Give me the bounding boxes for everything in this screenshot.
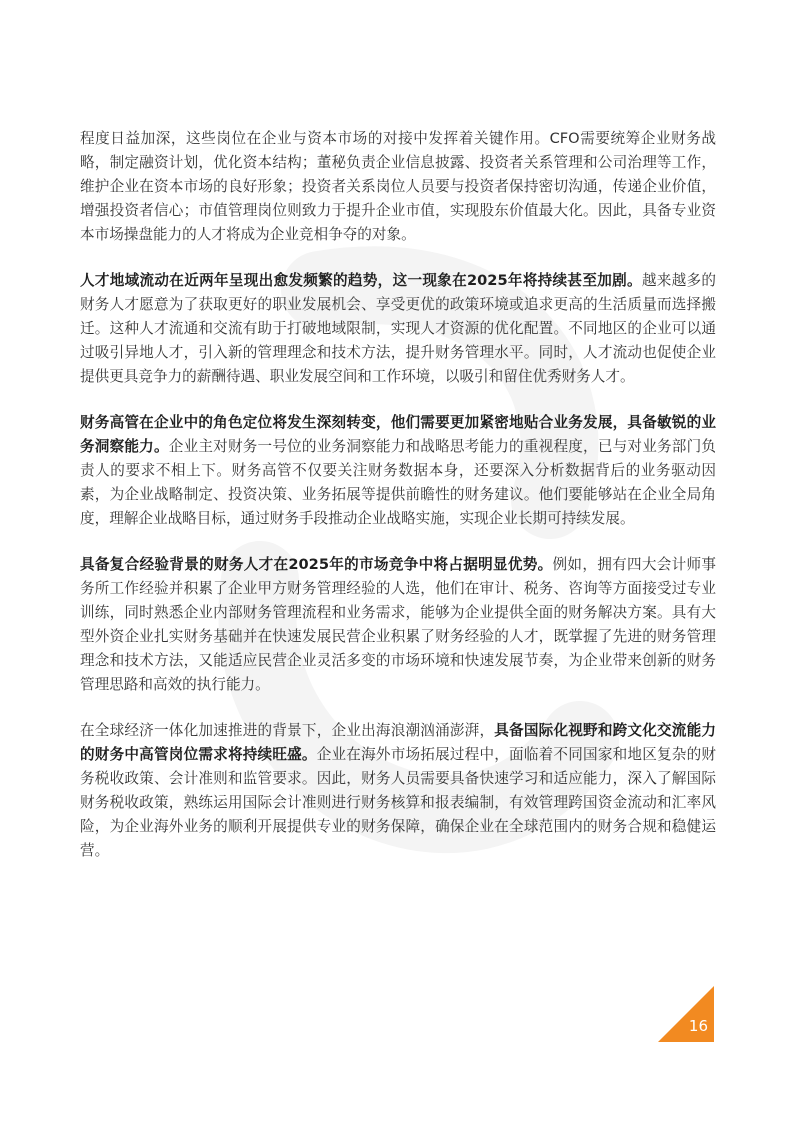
paragraph-text-lead: 在全球经济一体化加速推进的背景下，企业出海浪潮汹涌澎湃， xyxy=(80,722,495,739)
paragraph-text: 企业主对财务一号位的业务洞察能力和战略思考能力的重视程度，已与对业务部门负责人的要求不相上下。财务高管不仅要关注财务数据本身，还要深入分析数据背后的业务驱动因素，为企业战略制定、投资决策、业务拓展等提供前瞻性的财务建议。他们要能够站在企业全局角度，理解企业战略目标，通过财务手段推动企业战略实施，实现企业长期可持续发展。 xyxy=(80,438,716,527)
paragraph-highlight: 财务高管在企业中的角色定位将发生深刻转变，他们需要更加紧密地贴合业务发展，具备敏锐的业务洞察能力。 xyxy=(80,414,716,455)
paragraph-text: 越来越多的财务人才愿意为了获取更好的职业发展机会、享受更优的政策环境或追求更高的生活质量而选择搬迁。这种人才流通和交流有助于打破地域限制，实现人才资源的优化配置。不同地区的企业可以通过吸引异地人才，引入新的管理理念和技术方法，提升财务管理水平。同时，人才流动也促使企业提供更具竞争力的薪酬待遇、职业发展空间和工作环境，以吸引和留住优秀财务人才。 xyxy=(80,272,716,385)
paragraph-text: 企业在海外市场拓展过程中，面临着不同国家和地区复杂的财务税收政策、会计准则和监管要求。因此，财务人员需要具备快速学习和适应能力，深入了解国际财务税收政策，熟练运用国际会计准则进行财务核算和报表编制，有效管理跨国资金流动和汇率风险，为企业海外业务的顺利开展提供专业的财务保障，确保企业在全球范围内的财务合规和稳健运营。 xyxy=(80,746,716,859)
paragraph-globalization xyxy=(80,719,716,863)
article-body xyxy=(80,127,716,885)
paragraph-cfo-role-shift xyxy=(80,411,716,531)
paragraph-text: 例如，拥有四大会计师事务所工作经验并积累了企业甲方财务管理经验的人选，他们在审计、税务、咨询等方面接受过专业训练，同时熟悉企业内部财务管理流程和业务需求，能够为企业提供全面的财务解决方案。具有大型外资企业扎实财务基础并在快速发展民营企业积累了财务经验的人才，既掌握了先进的财务管理理念和技术方法，又能适应民营企业灵活多变的市场环境和快速发展节奏，为企业带来创新的财务管理思路和高效的执行能力。 xyxy=(80,556,716,693)
paragraph-highlight: 具备复合经验背景的财务人才在2025年的市场竞争中将占据明显优势。 xyxy=(80,556,553,573)
page-number: 16 xyxy=(688,1017,708,1035)
paragraph-capital-market-roles xyxy=(80,127,716,247)
paragraph-text: 程度日益加深，这些岗位在企业与资本市场的对接中发挥着关键作用。CFO需要统筹企业财务战略，制定融资计划，优化资本结构；董秘负责企业信息披露、投资者关系管理和公司治理等工作，维护企业在资本市场的良好形象；投资者关系岗位人员要与投资者保持密切沟通，传递企业价值，增强投资者信心；市值管理岗位则致力于提升企业市值，实现股东价值最大化。因此，具备专业资本市场操盘能力的人才将成为企业竞相争夺的对象。 xyxy=(80,130,716,243)
paragraph-highlight: 人才地域流动在近两年呈现出愈发频繁的趋势，这一现象在2025年将持续甚至加剧。 xyxy=(80,272,642,289)
paragraph-highlight: 具备国际化视野和跨文化交流能力的财务中高管岗位需求将持续旺盛。 xyxy=(80,722,716,763)
paragraph-talent-mobility xyxy=(80,269,716,389)
paragraph-composite-experience xyxy=(80,553,716,697)
